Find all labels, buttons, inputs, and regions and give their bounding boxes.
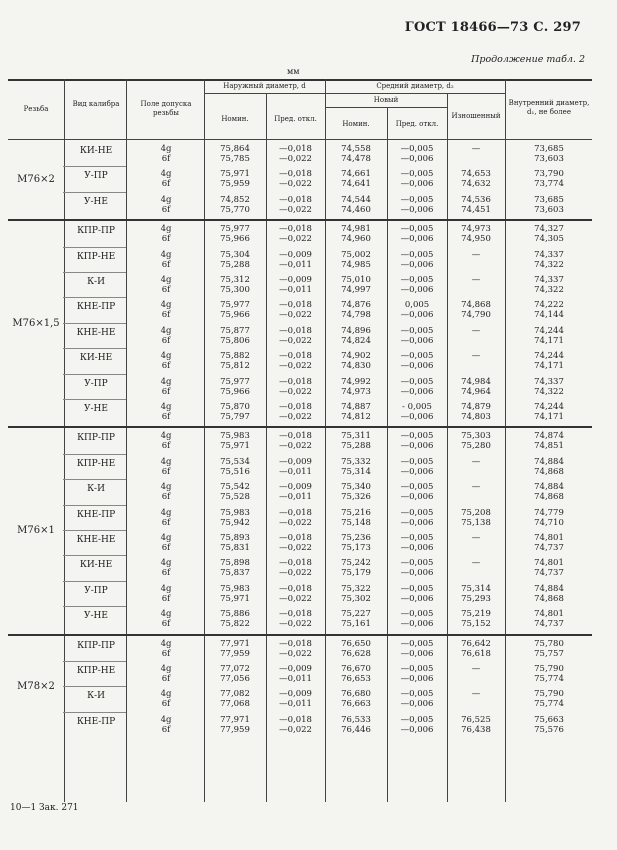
mid-nom-cell: 75,332 75,314 bbox=[341, 456, 371, 477]
row-separator bbox=[63, 192, 126, 193]
mid-dev-cell: —0,005 —0,006 bbox=[400, 144, 434, 164]
gauge-type-cell: КПР-ПР bbox=[77, 433, 115, 444]
mid-dev-cell: —0,005 —0,006 bbox=[400, 376, 434, 397]
outer-nom-cell: 75,977 75,966 bbox=[220, 376, 250, 397]
inner-cell: 74,327 74,305 bbox=[534, 224, 564, 245]
outer-nom-cell: 77,072 77,056 bbox=[220, 664, 250, 684]
mid-dev-cell: —0,005 —0,006 bbox=[400, 169, 434, 190]
worn-cell: — bbox=[471, 533, 481, 543]
thread-size-cell: M78×2 bbox=[17, 681, 55, 693]
gauge-type-cell: КНЕ-ПР bbox=[76, 302, 116, 313]
tolerance-cell: 4g 6f bbox=[160, 300, 172, 321]
mid-nom-cell: 76,670 76,653 bbox=[341, 664, 371, 684]
mid-nom-cell: 75,002 74,985 bbox=[341, 249, 371, 270]
mid-nom-cell: 75,216 75,148 bbox=[341, 507, 371, 528]
worn-cell: — bbox=[471, 689, 481, 700]
outer-dev-cell: —0,018 —0,022 bbox=[279, 144, 312, 164]
inner-cell: 75,663 75,576 bbox=[534, 714, 564, 735]
gauge-type-cell: КНЕ-НЕ bbox=[76, 327, 116, 338]
outer-nom-cell: 77,082 77,068 bbox=[220, 689, 250, 710]
mid-nom-cell: 75,242 75,179 bbox=[341, 558, 371, 579]
col-header-thread: Резьба bbox=[23, 105, 49, 113]
inner-cell: 73,790 73,774 bbox=[534, 169, 564, 190]
mid-nom-cell: 74,876 74,798 bbox=[341, 300, 371, 321]
outer-dev-cell: —0,018 —0,022 bbox=[279, 402, 312, 422]
worn-cell: 74,973 74,950 bbox=[461, 224, 491, 245]
row-separator bbox=[63, 374, 126, 375]
outer-dev-cell: —0,018 —0,022 bbox=[279, 300, 312, 321]
tolerance-cell: 4g 6f bbox=[160, 714, 172, 735]
col-header-outer: Наружный диаметр, d bbox=[223, 82, 306, 90]
gauge-type-cell: У-НЕ bbox=[84, 196, 108, 207]
tolerance-cell: 4g 6f bbox=[160, 456, 172, 477]
mid-nom-cell: 75,227 75,161 bbox=[341, 609, 371, 630]
gauge-type-cell: К-И bbox=[87, 484, 105, 495]
mid-nom-cell: 76,680 76,663 bbox=[341, 689, 371, 710]
gauge-type-cell: У-НЕ bbox=[84, 404, 108, 414]
outer-dev-cell: —0,009 —0,011 bbox=[279, 482, 312, 503]
outer-nom-cell: 77,971 77,959 bbox=[220, 714, 250, 735]
mid-dev-cell: —0,005 —0,006 bbox=[400, 638, 434, 659]
outer-dev-cell: —0,018 —0,022 bbox=[279, 507, 312, 528]
outer-nom-cell: 75,983 75,971 bbox=[220, 431, 250, 452]
gauge-type-cell: КПР-НЕ bbox=[76, 251, 116, 262]
col-header-mid-dev: Пред. откл. bbox=[395, 120, 439, 128]
worn-cell: — bbox=[471, 275, 481, 285]
mid-dev-cell: —0,005 —0,006 bbox=[400, 558, 434, 579]
inner-cell: 75,790 75,774 bbox=[534, 664, 564, 684]
outer-nom-cell: 74,852 75,770 bbox=[220, 194, 250, 215]
mid-nom-cell: 75,010 74,997 bbox=[341, 275, 371, 295]
worn-cell: 75,219 75,152 bbox=[461, 609, 491, 630]
tolerance-cell: 4g 6f bbox=[160, 325, 172, 346]
outer-nom-cell: 75,864 75,785 bbox=[220, 144, 250, 164]
mid-dev-cell: —0,005 —0,006 bbox=[400, 583, 434, 604]
col-header-worn: Изношенный bbox=[451, 112, 501, 120]
outer-dev-cell: —0,018 —0,022 bbox=[279, 431, 312, 452]
mid-dev-cell: —0,005 —0,006 bbox=[400, 609, 434, 630]
mid-dev-cell: —0,005 —0,006 bbox=[400, 224, 434, 245]
continuation-note: Продолжение табл. 2 bbox=[471, 54, 585, 65]
mid-dev-cell: —0,005 —0,006 bbox=[400, 431, 434, 452]
outer-nom-cell: 75,983 75,971 bbox=[220, 583, 250, 604]
row-separator bbox=[63, 661, 126, 662]
worn-cell: 74,536 74,451 bbox=[461, 194, 491, 215]
inner-cell: 74,884 74,868 bbox=[534, 482, 564, 503]
unit-label: мм bbox=[287, 67, 300, 76]
page-header: ГОСТ 18466—73 С. 297 bbox=[404, 20, 581, 35]
outer-nom-cell: 75,977 75,966 bbox=[220, 224, 250, 245]
mid-dev-cell: - 0,005 —0,006 bbox=[400, 402, 434, 422]
group-separator bbox=[8, 634, 592, 636]
outer-dev-cell: —0,018 —0,022 bbox=[279, 638, 312, 659]
col-divider bbox=[505, 79, 506, 802]
outer-dev-cell: —0,009 —0,011 bbox=[279, 456, 312, 477]
tolerance-cell: 4g 6f bbox=[160, 507, 172, 528]
mid-nom-cell: 74,992 74,973 bbox=[341, 376, 371, 397]
inner-cell: 73,685 73,603 bbox=[534, 144, 564, 164]
data-table bbox=[8, 79, 592, 802]
mid-nom-cell: 76,533 76,446 bbox=[341, 714, 371, 735]
outer-nom-cell: 75,312 75,300 bbox=[220, 275, 250, 295]
outer-dev-cell: —0,009 —0,011 bbox=[279, 275, 312, 295]
worn-cell: — bbox=[471, 351, 481, 362]
gauge-type-cell: КИ-НЕ bbox=[79, 146, 113, 156]
inner-cell: 74,801 74,737 bbox=[534, 609, 564, 630]
outer-nom-cell: 75,898 75,837 bbox=[220, 558, 250, 579]
worn-cell: 75,303 75,280 bbox=[461, 431, 491, 452]
group-separator bbox=[8, 219, 592, 221]
worn-cell: — bbox=[471, 558, 481, 569]
worn-cell: — bbox=[471, 482, 481, 493]
tolerance-cell: 4g 6f bbox=[160, 144, 172, 164]
inner-cell: 74,779 74,710 bbox=[534, 507, 564, 528]
tolerance-cell: 4g 6f bbox=[160, 169, 172, 190]
worn-cell: 74,879 74,803 bbox=[461, 402, 491, 422]
col-header-mid-new: Новый bbox=[373, 96, 399, 104]
row-separator bbox=[63, 505, 126, 506]
mid-nom-cell: 74,887 74,812 bbox=[341, 402, 371, 422]
row-separator bbox=[63, 581, 126, 582]
outer-dev-cell: —0,018 —0,022 bbox=[279, 714, 312, 735]
inner-cell: 74,244 74,171 bbox=[534, 325, 564, 346]
gauge-type-cell: У-ПР bbox=[84, 378, 108, 389]
inner-cell: 74,884 74,868 bbox=[534, 583, 564, 604]
mid-dev-cell: —0,005 —0,006 bbox=[400, 689, 434, 710]
tolerance-cell: 4g 6f bbox=[160, 431, 172, 452]
worn-cell: 76,642 76,618 bbox=[461, 638, 491, 659]
mid-nom-cell: 74,661 74,641 bbox=[341, 169, 371, 190]
mid-nom-cell: 75,236 75,173 bbox=[341, 533, 371, 553]
inner-cell: 74,244 74,171 bbox=[534, 402, 564, 422]
row-separator bbox=[63, 399, 126, 400]
outer-dev-cell: —0,018 —0,022 bbox=[279, 376, 312, 397]
tolerance-cell: 4g 6f bbox=[160, 402, 172, 422]
mid-dev-cell: —0,005 —0,006 bbox=[400, 275, 434, 295]
tolerance-cell: 4g 6f bbox=[160, 689, 172, 710]
mid-nom-cell: 75,322 75,302 bbox=[341, 583, 371, 604]
worn-cell: 74,984 74,964 bbox=[461, 376, 491, 397]
worn-cell: — bbox=[471, 144, 481, 154]
mid-dev-cell: —0,005 —0,006 bbox=[400, 194, 434, 215]
tolerance-cell: 4g 6f bbox=[160, 638, 172, 659]
print-order: 10—1 Зак. 271 bbox=[10, 803, 79, 813]
mid-dev-cell: 0,005 —0,006 bbox=[400, 300, 434, 321]
outer-dev-cell: —0,018 —0,022 bbox=[279, 583, 312, 604]
outer-nom-cell: 75,870 75,797 bbox=[220, 402, 250, 422]
tolerance-cell: 4g 6f bbox=[160, 664, 172, 684]
outer-dev-cell: —0,018 —0,022 bbox=[279, 558, 312, 579]
gauge-type-cell: КНЕ-ПР bbox=[76, 509, 116, 520]
outer-dev-cell: —0,018 —0,022 bbox=[279, 194, 312, 215]
row-separator bbox=[63, 454, 126, 455]
row-separator bbox=[63, 297, 126, 298]
row-separator bbox=[63, 348, 126, 349]
row-separator bbox=[63, 247, 126, 248]
gauge-type-cell: КПР-НЕ bbox=[76, 666, 116, 676]
inner-cell: 74,244 74,171 bbox=[534, 351, 564, 372]
inner-cell: 74,337 74,322 bbox=[534, 249, 564, 270]
inner-cell: 74,337 74,322 bbox=[534, 275, 564, 295]
gauge-type-cell: КНЕ-НЕ bbox=[76, 535, 116, 545]
inner-cell: 74,874 74,851 bbox=[534, 431, 564, 452]
thread-size-cell: M76×2 bbox=[17, 174, 55, 186]
outer-dev-cell: —0,018 —0,022 bbox=[279, 609, 312, 630]
inner-cell: 74,801 74,737 bbox=[534, 558, 564, 579]
mid-dev-cell: —0,005 —0,006 bbox=[400, 664, 434, 684]
gauge-type-cell: У-НЕ bbox=[84, 611, 108, 622]
worn-cell: 74,868 74,790 bbox=[461, 300, 491, 321]
outer-nom-cell: 75,882 75,812 bbox=[220, 351, 250, 372]
row-separator bbox=[63, 530, 126, 531]
thread-size-cell: M76×1 bbox=[17, 525, 55, 536]
gauge-type-cell: У-ПР bbox=[84, 171, 108, 182]
tolerance-cell: 4g 6f bbox=[160, 249, 172, 270]
worn-cell: 74,653 74,632 bbox=[461, 169, 491, 190]
mid-dev-cell: —0,005 —0,006 bbox=[400, 351, 434, 372]
gauge-type-cell: К-И bbox=[87, 277, 105, 287]
mid-nom-cell: 74,544 74,460 bbox=[341, 194, 371, 215]
mid-dev-cell: —0,005 —0,006 bbox=[400, 456, 434, 477]
col-header-mid-nom: Номин. bbox=[342, 120, 370, 128]
outer-nom-cell: 75,886 75,822 bbox=[220, 609, 250, 630]
col-header-tolerance: Поле допуска резьбы bbox=[140, 100, 192, 117]
row-separator bbox=[63, 166, 126, 167]
inner-cell: 74,337 74,322 bbox=[534, 376, 564, 397]
mid-nom-cell: 74,558 74,478 bbox=[341, 144, 371, 164]
thread-size-cell: M76×1,5 bbox=[12, 317, 60, 329]
inner-cell: 74,801 74,737 bbox=[534, 533, 564, 553]
outer-nom-cell: 75,304 75,288 bbox=[220, 249, 250, 270]
outer-dev-cell: —0,009 —0,011 bbox=[279, 249, 312, 270]
row-separator bbox=[63, 479, 126, 480]
col-divider bbox=[126, 79, 127, 802]
mid-dev-cell: —0,005 —0,006 bbox=[400, 482, 434, 503]
tolerance-cell: 4g 6f bbox=[160, 482, 172, 503]
group-separator bbox=[8, 426, 592, 428]
worn-cell: — bbox=[471, 249, 481, 260]
row-separator bbox=[63, 712, 126, 713]
outer-dev-cell: —0,018 —0,022 bbox=[279, 325, 312, 346]
gauge-type-cell: КПР-ПР bbox=[77, 640, 115, 651]
outer-nom-cell: 75,877 75,806 bbox=[220, 325, 250, 346]
tolerance-cell: 4g 6f bbox=[160, 351, 172, 372]
mid-dev-cell: —0,005 —0,006 bbox=[400, 533, 434, 553]
gauge-type-cell: КПР-ПР bbox=[77, 226, 115, 237]
worn-cell: 75,314 75,293 bbox=[461, 583, 491, 604]
gauge-type-cell: У-ПР bbox=[84, 585, 108, 596]
mid-nom-cell: 74,902 74,830 bbox=[341, 351, 371, 372]
mid-nom-cell: 75,340 75,326 bbox=[341, 482, 371, 503]
col-divider bbox=[64, 79, 65, 802]
col-header-inner: Внутренний диаметр, d₁, не более bbox=[508, 99, 590, 116]
tolerance-cell: 4g 6f bbox=[160, 533, 172, 553]
row-separator bbox=[63, 323, 126, 324]
row-separator bbox=[63, 272, 126, 273]
subheader-line bbox=[325, 107, 447, 108]
row-separator bbox=[63, 555, 126, 556]
worn-cell: 76,525 76,438 bbox=[461, 714, 491, 735]
outer-nom-cell: 75,534 75,516 bbox=[220, 456, 250, 477]
mid-dev-cell: —0,005 —0,006 bbox=[400, 249, 434, 270]
col-header-gauge: Вид калибра bbox=[72, 100, 120, 108]
worn-cell: — bbox=[471, 325, 481, 336]
tolerance-cell: 4g 6f bbox=[160, 275, 172, 295]
outer-dev-cell: —0,018 —0,022 bbox=[279, 169, 312, 190]
outer-nom-cell: 75,971 75,959 bbox=[220, 169, 250, 190]
tolerance-cell: 4g 6f bbox=[160, 583, 172, 604]
gauge-type-cell: КИ-НЕ bbox=[79, 353, 113, 364]
tolerance-cell: 4g 6f bbox=[160, 224, 172, 245]
mid-dev-cell: —0,005 —0,006 bbox=[400, 714, 434, 735]
outer-nom-cell: 75,977 75,966 bbox=[220, 300, 250, 321]
mid-nom-cell: 76,650 76,628 bbox=[341, 638, 371, 659]
outer-dev-cell: —0,018 —0,022 bbox=[279, 224, 312, 245]
inner-cell: 74,884 74,868 bbox=[534, 456, 564, 477]
inner-cell: 75,780 75,757 bbox=[534, 638, 564, 659]
worn-cell: — bbox=[471, 456, 481, 467]
gauge-type-cell: КПР-НЕ bbox=[76, 458, 116, 469]
tolerance-cell: 4g 6f bbox=[160, 558, 172, 579]
col-header-outer-nom: Номин. bbox=[221, 115, 249, 123]
row-separator bbox=[63, 606, 126, 607]
tolerance-cell: 4g 6f bbox=[160, 194, 172, 215]
inner-cell: 74,222 74,144 bbox=[534, 300, 564, 321]
mid-nom-cell: 75,311 75,288 bbox=[341, 431, 371, 452]
gauge-type-cell: К-И bbox=[87, 691, 105, 702]
inner-cell: 75,790 75,774 bbox=[534, 689, 564, 710]
worn-cell: 75,208 75,138 bbox=[461, 507, 491, 528]
outer-nom-cell: 75,893 75,831 bbox=[220, 533, 250, 553]
outer-dev-cell: —0,018 —0,022 bbox=[279, 351, 312, 372]
mid-dev-cell: —0,005 —0,006 bbox=[400, 325, 434, 346]
tolerance-cell: 4g 6f bbox=[160, 376, 172, 397]
subheader-line bbox=[204, 93, 505, 94]
outer-dev-cell: —0,009 —0,011 bbox=[279, 689, 312, 710]
tolerance-cell: 4g 6f bbox=[160, 609, 172, 630]
gauge-type-cell: КИ-НЕ bbox=[79, 560, 113, 571]
mid-dev-cell: —0,005 —0,006 bbox=[400, 507, 434, 528]
row-separator bbox=[63, 686, 126, 687]
gauge-type-cell: КНЕ-ПР bbox=[76, 716, 116, 727]
col-header-outer-dev: Пред. откл. bbox=[274, 115, 317, 123]
worn-cell: — bbox=[471, 664, 481, 674]
outer-dev-cell: —0,009 —0,011 bbox=[279, 664, 312, 684]
mid-nom-cell: 74,981 74,960 bbox=[341, 224, 371, 245]
mid-nom-cell: 74,896 74,824 bbox=[341, 325, 371, 346]
inner-cell: 73,685 73,603 bbox=[534, 194, 564, 215]
outer-dev-cell: —0,018 —0,022 bbox=[279, 533, 312, 553]
outer-nom-cell: 77,971 77,959 bbox=[220, 638, 250, 659]
outer-nom-cell: 75,983 75,942 bbox=[220, 507, 250, 528]
col-header-mid: Средний диаметр, d₂ bbox=[376, 82, 454, 90]
outer-nom-cell: 75,542 75,528 bbox=[220, 482, 250, 503]
